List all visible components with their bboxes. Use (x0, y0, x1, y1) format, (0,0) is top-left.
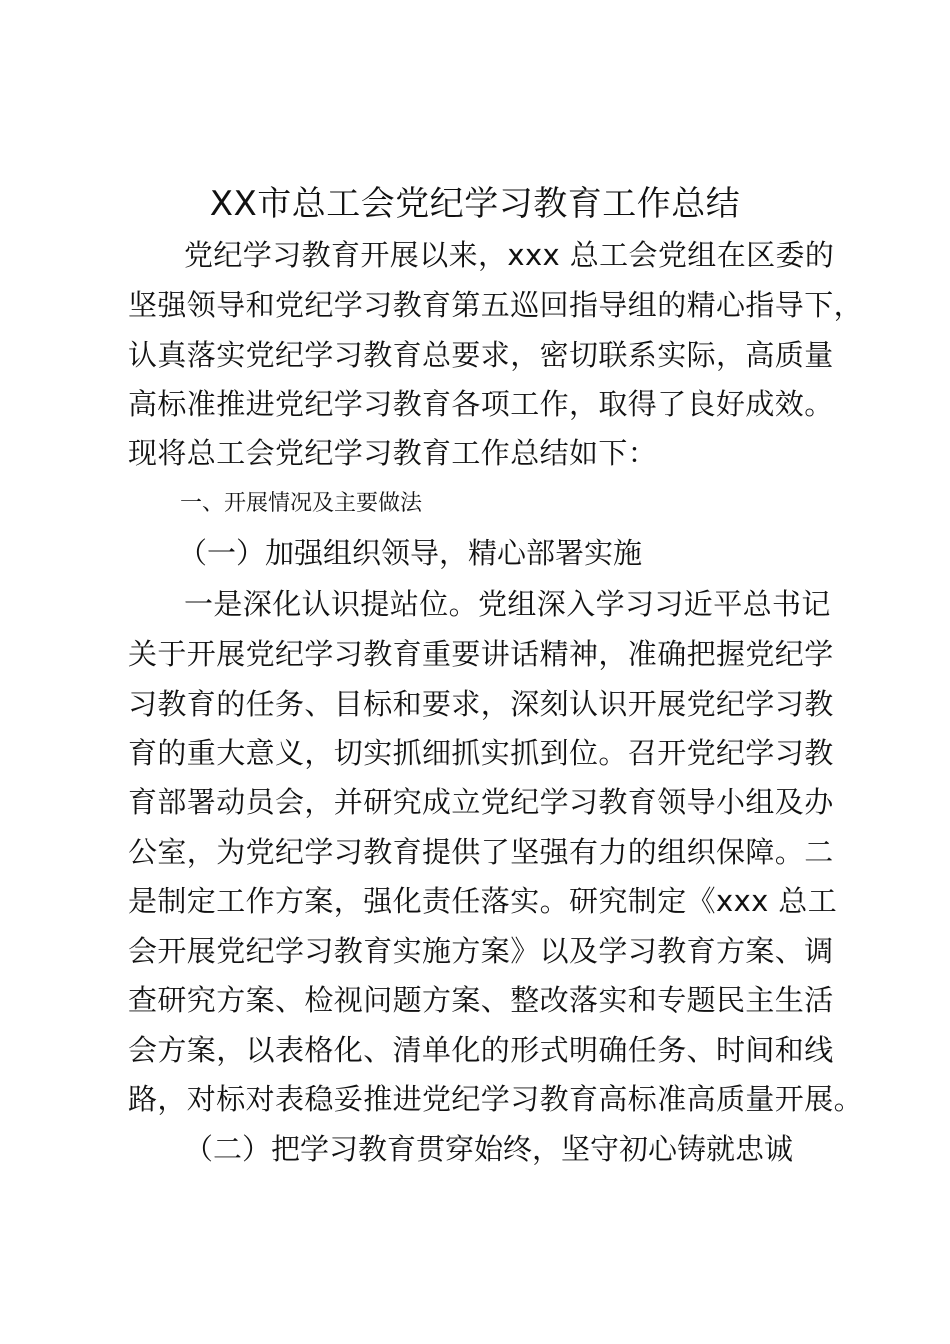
body-line-3: 习教育的任务、目标和要求，深刻认识开展党纪学习教 (128, 687, 834, 721)
intro-line-5: 现将总工会党纪学习教育工作总结如下： (128, 436, 658, 470)
subsection-one-heading: （一）加强组织领导，精心部署实施 (178, 536, 643, 570)
body-line-2: 关于开展党纪学习教育重要讲话精神，准确把握党纪学 (128, 637, 834, 671)
body-line-10: 会方案，以表格化、清单化的形式明确任务、时间和线 (128, 1033, 834, 1067)
body-line-5: 育部署动员会，并研究成立党纪学习教育领导小组及办 (128, 785, 834, 819)
intro-line-3: 认真落实党纪学习教育总要求，密切联系实际，高质量 (128, 338, 834, 372)
body-line-6: 公室，为党纪学习教育提供了坚强有力的组织保障。二 (128, 835, 834, 869)
body-line-1: 一是深化认识提站位。党组深入学习习近平总书记 (184, 587, 831, 621)
intro-line-4: 高标准推进党纪学习教育各项工作，取得了良好成效。 (128, 387, 834, 421)
body-line-4: 育的重大意义，切实抓细抓实抓到位。召开党纪学习教 (128, 736, 834, 770)
body-line-11: 路，对标对表稳妥推进党纪学习教育高标准高质量开展。 (128, 1082, 864, 1116)
body-line-9: 查研究方案、检视问题方案、整改落实和专题民主生活 (128, 983, 834, 1017)
subsection-two-heading: （二）把学习教育贯穿始终，坚守初心铸就忠诚 (184, 1132, 794, 1166)
intro-line-2: 坚强领导和党纪学习教育第五巡回指导组的精心指导下， (128, 288, 864, 322)
body-line-8: 会开展党纪学习教育实施方案》以及学习教育方案、调 (128, 934, 834, 968)
intro-line-1: 党纪学习教育开展以来，xxx 总工会党组在区委的 (184, 238, 835, 272)
body-line-7: 是制定工作方案，强化责任落实。研究制定《xxx 总工 (128, 884, 838, 918)
document-title: XX市总工会党纪学习教育工作总结 (209, 184, 741, 224)
section-one-heading: 一、开展情况及主要做法 (180, 491, 423, 516)
